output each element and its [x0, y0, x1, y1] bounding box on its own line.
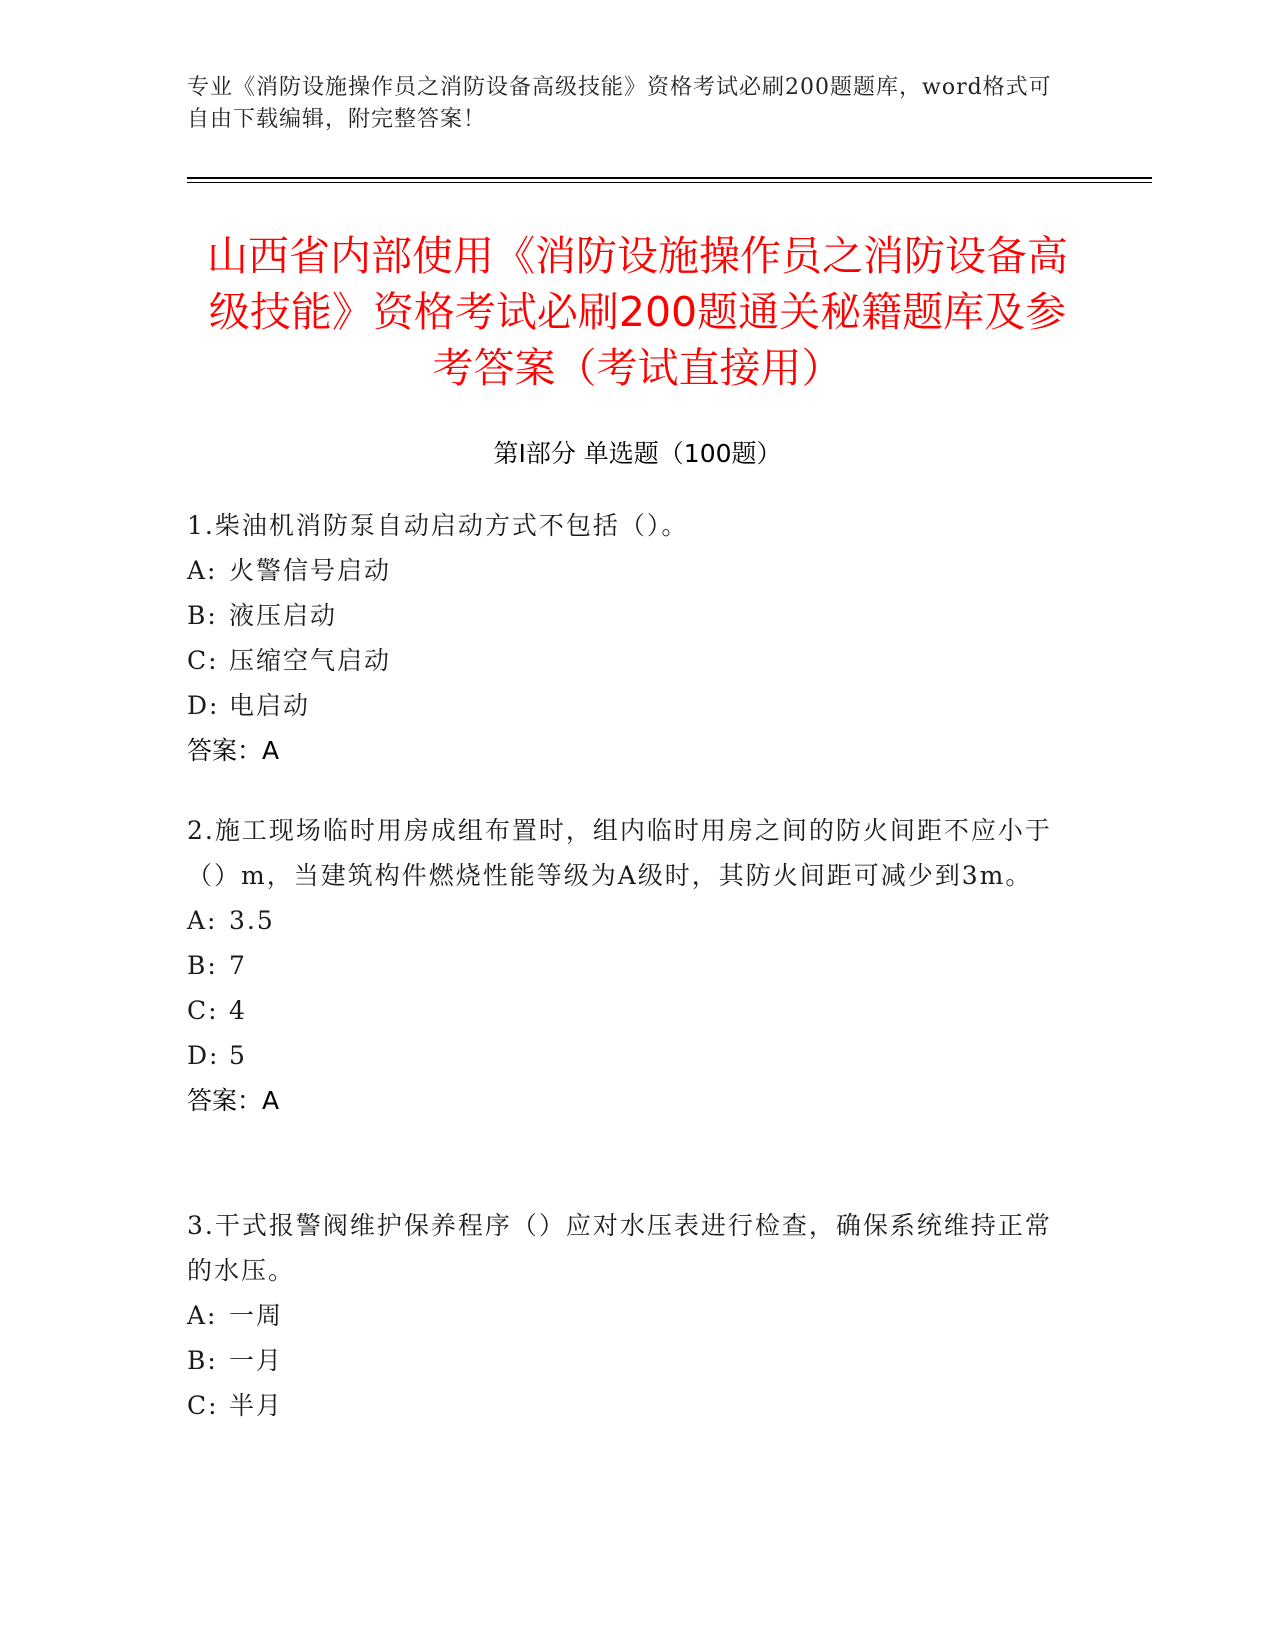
option-c — [187, 1383, 1067, 1428]
option-text: 火警信号启动 — [229, 556, 392, 585]
option-a — [187, 898, 1067, 943]
option-label: C: — [187, 996, 219, 1025]
option-c — [187, 988, 1067, 1033]
option-label: C: — [187, 1391, 219, 1420]
option-label: D: — [187, 1041, 220, 1070]
question-stem: 3.干式报警阀维护保养程序（）应对水压表进行检查，确保系统维持正常的水压。 — [187, 1211, 1052, 1285]
answer-line: 答案：A — [187, 1086, 280, 1115]
header-note: 专业《消防设施操作员之消防设备高级技能》资格考试必刷200题题库，word格式可自由下载编辑，附完整答案！ — [187, 75, 1052, 132]
question-1 — [187, 503, 1067, 773]
option-label: C: — [187, 646, 219, 675]
question-3 — [187, 1203, 1067, 1428]
option-label: A: — [187, 906, 218, 935]
option-d — [187, 1033, 1067, 1078]
option-label: B: — [187, 1346, 218, 1375]
option-text: 液压启动 — [229, 601, 338, 630]
header-rule-thick — [187, 177, 1152, 179]
question-2 — [187, 808, 1067, 1123]
option-text: 7 — [229, 951, 247, 980]
option-text: 一月 — [229, 1346, 284, 1375]
option-text: 压缩空气启动 — [229, 646, 392, 675]
header-rule-thin — [187, 182, 1152, 183]
option-d — [187, 683, 1067, 728]
option-label: A: — [187, 1301, 218, 1330]
option-label: B: — [187, 601, 218, 630]
question-stem: 2.施工现场临时用房成组布置时，组内临时用房之间的防火间距不应小于（）m，当建筑构件燃烧性能等级为A级时，其防火间距可减少到3m。 — [187, 816, 1052, 890]
answer-line: 答案：A — [187, 736, 280, 765]
option-b — [187, 593, 1067, 638]
option-label: B: — [187, 951, 218, 980]
option-c — [187, 638, 1067, 683]
question-stem: 1.柴油机消防泵自动启动方式不包括（）。 — [187, 511, 689, 540]
option-text: 4 — [229, 996, 247, 1025]
option-a — [187, 1293, 1067, 1338]
option-text: 半月 — [229, 1391, 284, 1420]
section-heading: 第I部分 单选题（100题） — [493, 439, 782, 468]
option-text: 电启动 — [229, 691, 311, 720]
option-b — [187, 943, 1067, 988]
option-text: 5 — [229, 1041, 247, 1070]
option-label: A: — [187, 556, 218, 585]
option-label: D: — [187, 691, 220, 720]
option-a — [187, 548, 1067, 593]
document-title: 山西省内部使用《消防设施操作员之消防设备高级技能》资格考试必刷200题通关秘籍题库及参考答案（考试直接用） — [207, 232, 1068, 392]
option-text: 3.5 — [229, 906, 275, 935]
option-b — [187, 1338, 1067, 1383]
option-text: 一周 — [229, 1301, 284, 1330]
